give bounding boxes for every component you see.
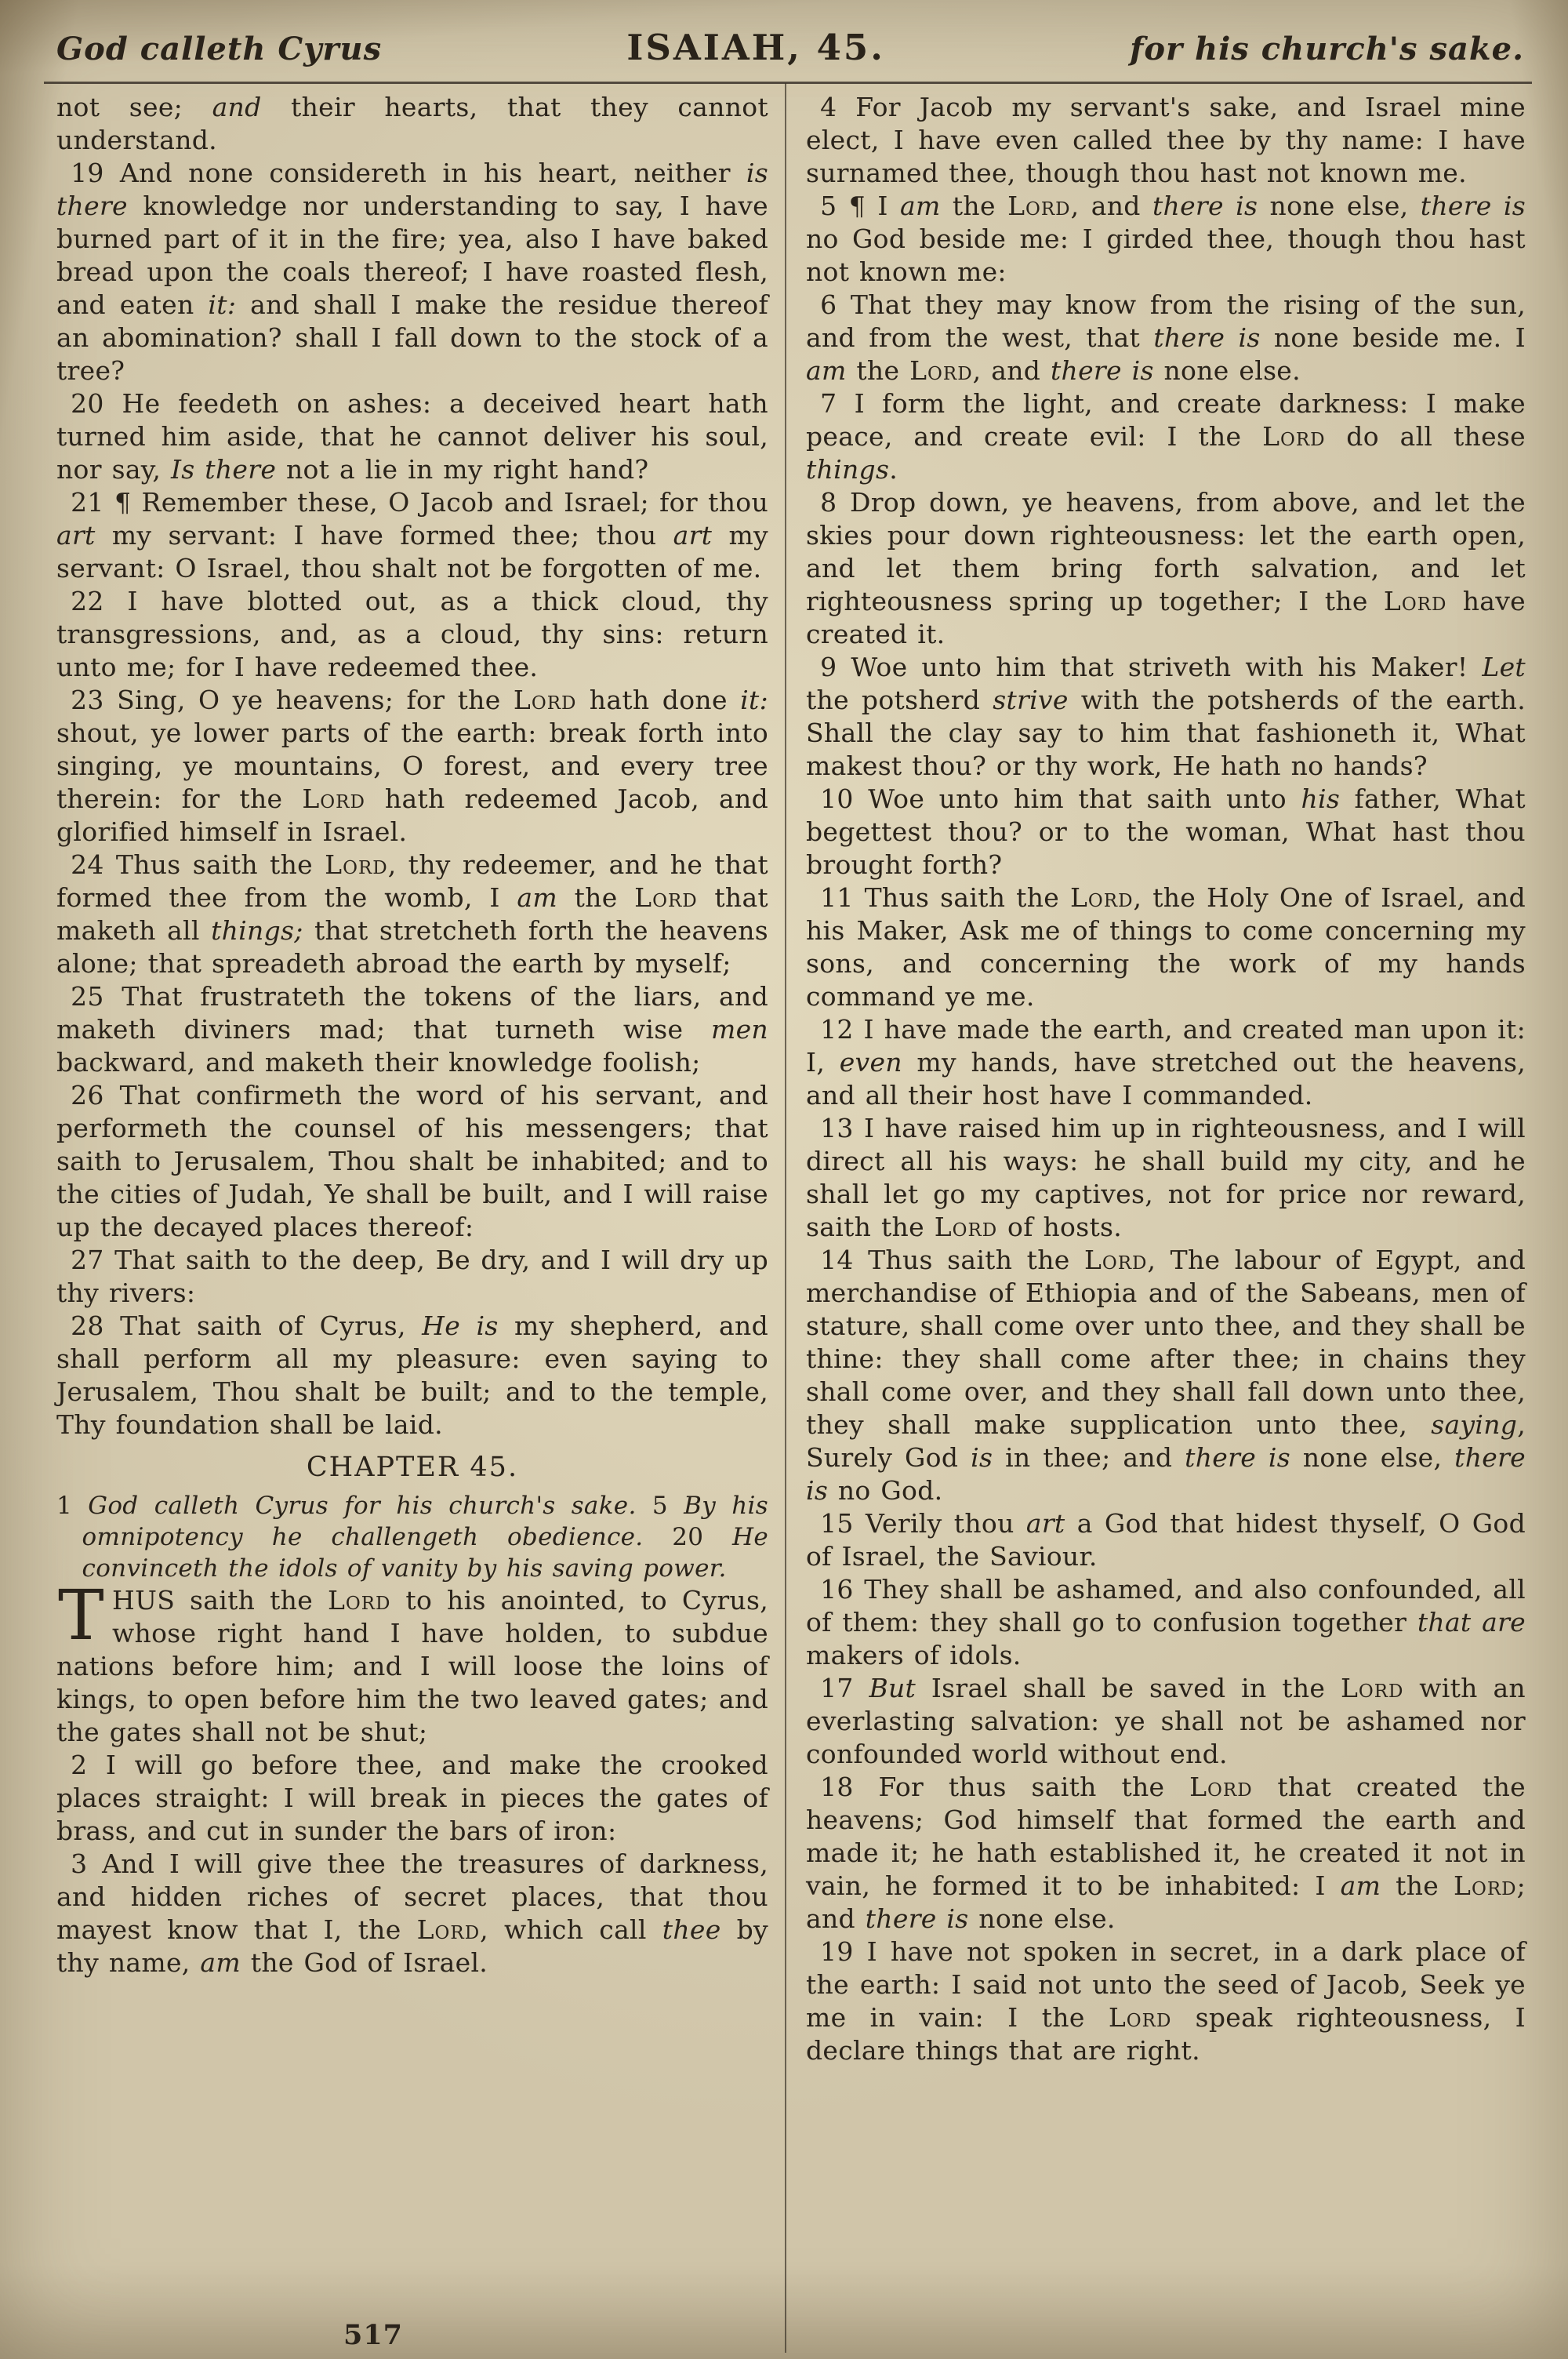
chapter-summary: 1 God calleth Cyrus for his church's sake. 5 By his omnipotency he challengeth obedience. 20 He convinceth the idols of vanity by his saving power.	[56, 1492, 768, 1583]
verse: 12 I have made the earth, and created man upon it: I, even my hands, have stretched out the heavens, and all their host have I commanded.	[806, 1014, 1526, 1110]
verse: 24 Thus saith the Lord, thy redeemer, and he that formed thee from the womb, I am the Lord that maketh all things; that stretcheth forth the heavens alone; that spreadeth abroad the earth by myself;	[56, 849, 768, 979]
chapter-heading: CHAPTER 45.	[306, 1452, 519, 1483]
verse: 25 That frustrateth the tokens of the liars, and maketh diviners mad; that turneth wise men backward, and maketh their knowledge foolish;	[56, 981, 768, 1078]
verse: 19 I have not spoken in secret, in a dark place of the earth: I said not unto the seed of Jacob, Seek ye me in vain: I the Lord speak righteousness, I declare things that are right.	[806, 1936, 1526, 2066]
verse: THUS saith the Lord to his anointed, to Cyrus, whose right hand I have holden, to subdue nations before him; and I will loose the loins of kings, to open before him the two leaved gates; and the gates shall not be shut;	[56, 1575, 768, 1747]
verse: 10 Woe unto him that saith unto his father, What begettest thou? or to the woman, What hast thou brought forth?	[806, 783, 1526, 880]
verse: 4 For Jacob my servant's sake, and Israel mine elect, I have even called thee by thy name: I have surnamed thee, though thou hast not known me.	[806, 92, 1526, 188]
verse: 18 For thus saith the Lord that created the heavens; God himself that formed the earth and made it; he hath established it, he created it not in vain, he formed it to be inhabited: I am the Lord; and there is none else.	[806, 1772, 1526, 1934]
verse: 20 He feedeth on ashes: a deceived heart hath turned him aside, that he cannot deliver his soul, nor say, Is there not a lie in my right hand?	[56, 388, 768, 485]
verse: 15 Verily thou art a God that hidest thyself, O God of Israel, the Saviour.	[806, 1508, 1526, 1572]
verse: 23 Sing, O ye heavens; for the Lord hath done it: shout, ye lower parts of the earth: break forth into singing, ye mountains, O forest, and every tree therein: for the Lord hath redeemed Jacob, and glorified himself in Israel.	[56, 685, 768, 847]
verse: 16 They shall be ashamed, and also confounded, all of them: they shall go to confusion together that are makers of idols.	[806, 1574, 1526, 1670]
drop-cap: T	[58, 1575, 104, 1656]
verse: 5 ¶ I am the Lord, and there is none else, there is no God beside me: I girded thee, though thou hast not known me:	[806, 191, 1526, 287]
verse: 17 But Israel shall be saved in the Lord with an everlasting salvation: ye shall not be ashamed nor confounded world without end.	[806, 1673, 1526, 1769]
text-columns	[56, 91, 1526, 2351]
verse: 22 I have blotted out, as a thick cloud, thy transgressions, and, as a cloud, thy sins: return unto me; for I have redeemed thee.	[56, 586, 768, 682]
verse: 13 I have raised him up in righteousness, and I will direct all his ways: he shall build my city, and he shall let go my captives, not for price nor reward, saith the Lord of hosts.	[806, 1113, 1526, 1242]
running-head-left: God calleth Cyrus	[56, 31, 383, 67]
verse: 9 Woe unto him that striveth with his Maker! Let the potsherd strive with the potsherds of the earth. Shall the clay say to him that fashioneth it, What makest thou? or thy work, He hath no hands?	[806, 652, 1526, 781]
page-title: ISAIAH, 45.	[626, 27, 885, 68]
verse: 8 Drop down, ye heavens, from above, and let the skies pour down righteousness: let the earth open, and let them bring forth salvation, and let righteousness spring up together; I the Lord have created it.	[806, 487, 1526, 649]
running-head-right: for his church's sake.	[1130, 31, 1524, 67]
column-right	[806, 91, 1526, 2351]
verse: 19 And none considereth in his heart, neither is there knowledge nor understanding to say, I have burned part of it in the fire; yea, also I have baked bread upon the coals thereof; I have roasted flesh, and eaten it: and shall I make the residue thereof an abomination? shall I fall down to the stock of a tree?	[56, 158, 768, 386]
verse: 7 I form the light, and create darkness: I make peace, and create evil: I the Lord do all these things.	[806, 388, 1526, 485]
verse: 28 That saith of Cyrus, He is my shepherd, and shall perform all my pleasure: even saying to Jerusalem, Thou shalt be built; and to the temple, Thy foundation shall be laid.	[56, 1310, 768, 1440]
verse: 27 That saith to the deep, Be dry, and I will dry up thy rivers:	[56, 1245, 768, 1308]
header-rule	[44, 82, 1532, 84]
verse: 21 ¶ Remember these, O Jacob and Israel; for thou art my servant: I have formed thee; thou art my servant: O Israel, thou shalt not be forgotten of me.	[56, 487, 768, 583]
verse: 3 And I will give thee the treasures of darkness, and hidden riches of secret places, that thou mayest know that I, the Lord, which call thee by thy name, am the God of Israel.	[56, 1848, 768, 1978]
page-number: 517	[343, 2319, 404, 2351]
column-left	[56, 91, 768, 2351]
verse: not see; and their hearts, that they cannot understand.	[56, 92, 768, 155]
verse: 14 Thus saith the Lord, The labour of Egypt, and merchandise of Ethiopia and of the Sabeans, men of stature, shall come over unto thee, and they shall be thine: they shall come after thee; in chains they shall come over, and they shall fall down unto thee, they shall make supplication unto thee, saying, Surely God is in thee; and there is none else, there is no God.	[806, 1245, 1526, 1506]
verse: 2 I will go before thee, and make the crooked places straight: I will break in pieces the gates of brass, and cut in sunder the bars of iron:	[56, 1750, 768, 1846]
running-header	[56, 27, 1524, 68]
verse: 26 That confirmeth the word of his servant, and performeth the counsel of his messengers; that saith to Jerusalem, Thou shalt be inhabited; and to the cities of Judah, Ye shall be built, and I will raise up the decayed places thereof:	[56, 1080, 768, 1242]
verse: 6 That they may know from the rising of the sun, and from the west, that there is none beside me. I am the Lord, and there is none else.	[806, 289, 1526, 386]
verse: 11 Thus saith the Lord, the Holy One of Israel, and his Maker, Ask me of things to come concerning my sons, and concerning the work of my hands command ye me.	[806, 882, 1526, 1012]
